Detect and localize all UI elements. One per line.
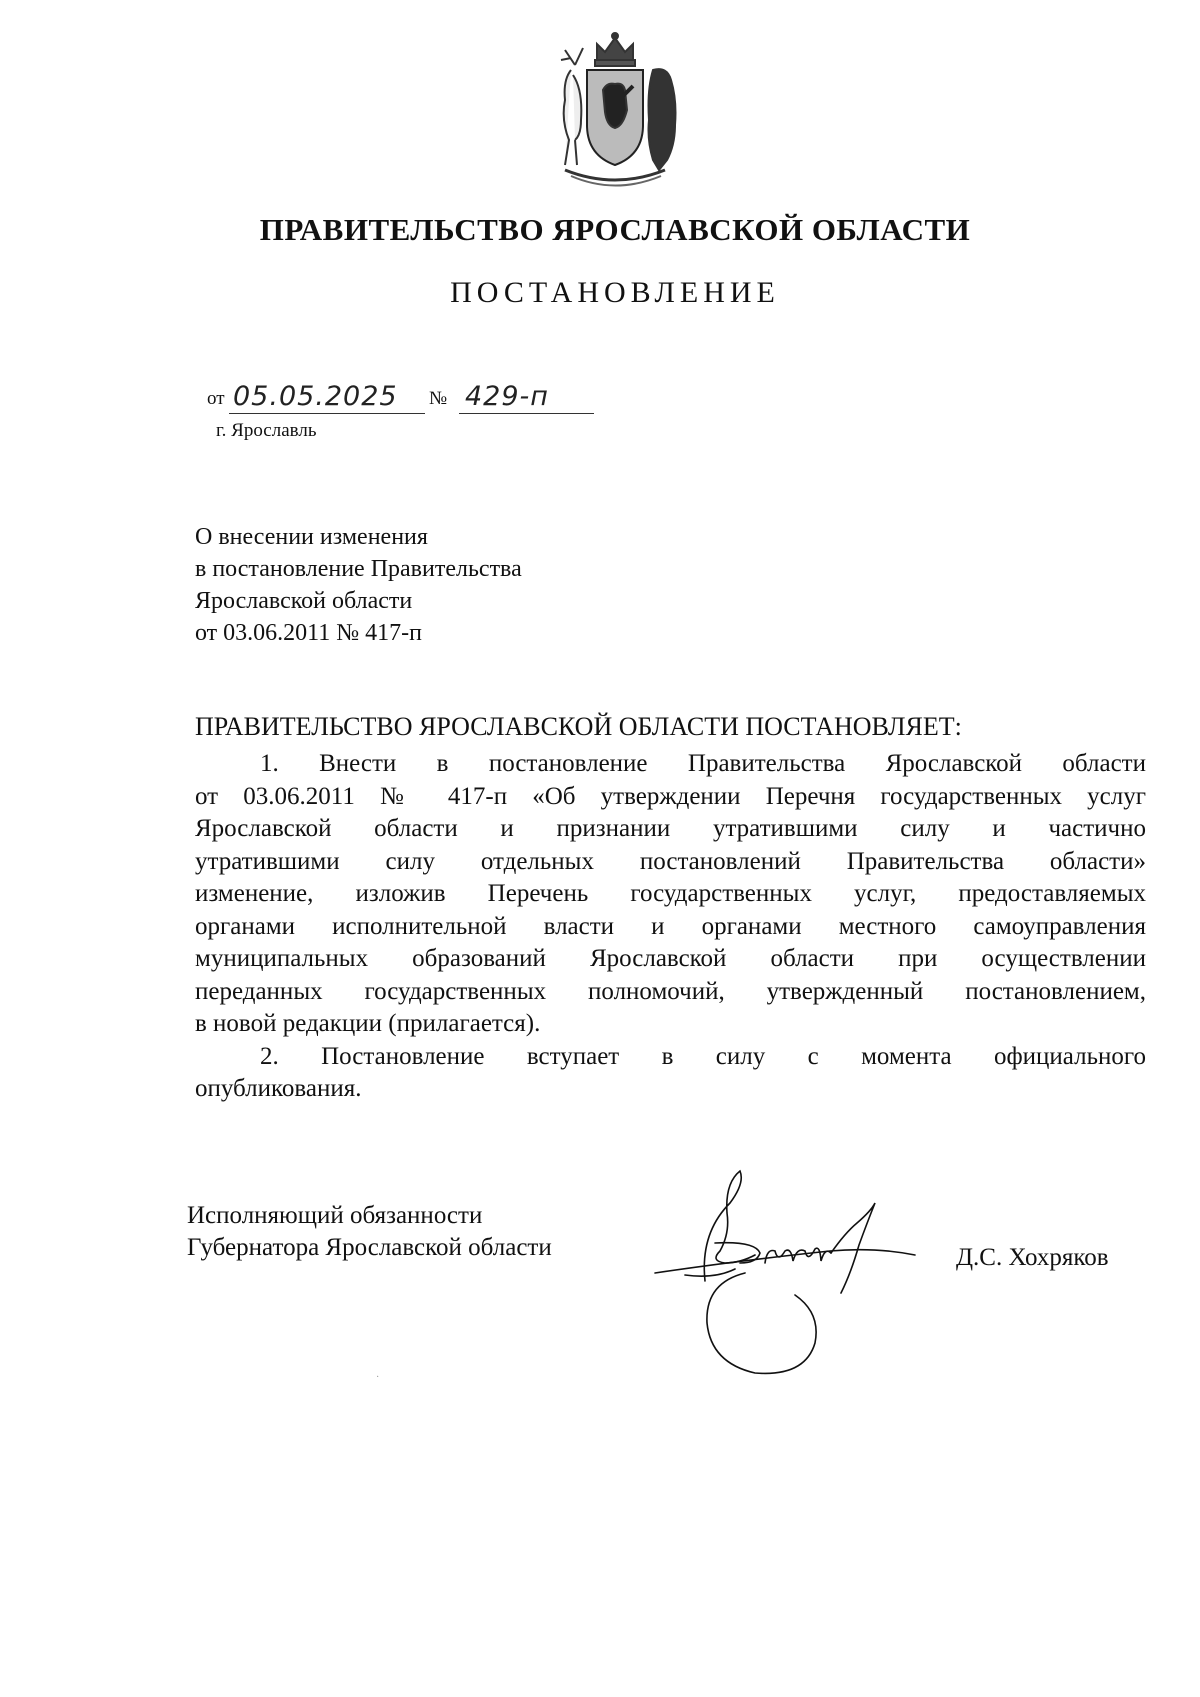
item-1-line: от 03.06.2011 № 417-п «Об утверждении Перечня государственных услуг: [195, 782, 1146, 810]
signatory-title-line: Губернатора Ярославской области: [187, 1234, 552, 1261]
item-1-line: органами исполнительной власти и органами местного самоуправления: [195, 912, 1146, 940]
number-underline: [459, 413, 594, 414]
signatory-title: [187, 1200, 552, 1264]
signatory-name: Д.С. Хохряков: [956, 1244, 1109, 1271]
item-1-line: Ярославской области и признании утратившими силу и частично: [195, 815, 1146, 842]
document-body: [195, 748, 1146, 1106]
government-title: ПРАВИТЕЛЬСТВО ЯРОСЛАВСКОЙ ОБЛАСТИ: [259, 212, 971, 247]
handwritten-date: 05.05.2025: [233, 381, 398, 412]
item-2-line: 2. Постановление вступает в силу с момента официального: [260, 1042, 1146, 1070]
handwritten-signature: [645, 1163, 945, 1383]
date-label: от: [207, 388, 225, 409]
item-1-line: переданных государственных полномочий, утвержденный постановлением,: [195, 977, 1146, 1005]
document-subject: [195, 521, 522, 649]
item-2-line: опубликования.: [195, 1075, 362, 1102]
subject-line: в постановление Правительства: [195, 556, 522, 582]
signatory-title-line: Исполняющий обязанности: [187, 1202, 483, 1229]
document-type: ПОСТАНОВЛЕНИЕ: [450, 276, 780, 309]
item-1-line: муниципальных образований Ярославской области при осуществлении: [195, 945, 1146, 972]
scan-mark: ·: [376, 1372, 380, 1383]
item-1-line: в новой редакции (прилагается).: [195, 1010, 541, 1037]
decree-heading: ПРАВИТЕЛЬСТВО ЯРОСЛАВСКОЙ ОБЛАСТИ ПОСТАНОВЛЯЕТ:: [195, 712, 962, 741]
date-underline: [229, 413, 425, 414]
handwritten-number: 429-п: [465, 381, 549, 412]
item-1-line: утратившими силу отдельных постановлений Правительства области»: [195, 847, 1146, 875]
number-label: №: [429, 388, 448, 409]
item-1-line: изменение, изложив Перечень государственных услуг, предоставляемых: [195, 880, 1146, 907]
subject-line: Ярославской области: [195, 588, 413, 614]
city: г. Ярославль: [216, 420, 317, 441]
date-number-line: [207, 381, 607, 414]
item-1-line: 1. Внести в постановление Правительства Ярославской области: [260, 750, 1146, 777]
subject-line: от 03.06.2011 № 417-п: [195, 620, 423, 646]
coat-of-arms-icon: [535, 30, 695, 195]
subject-line: О внесении изменения: [195, 524, 428, 550]
